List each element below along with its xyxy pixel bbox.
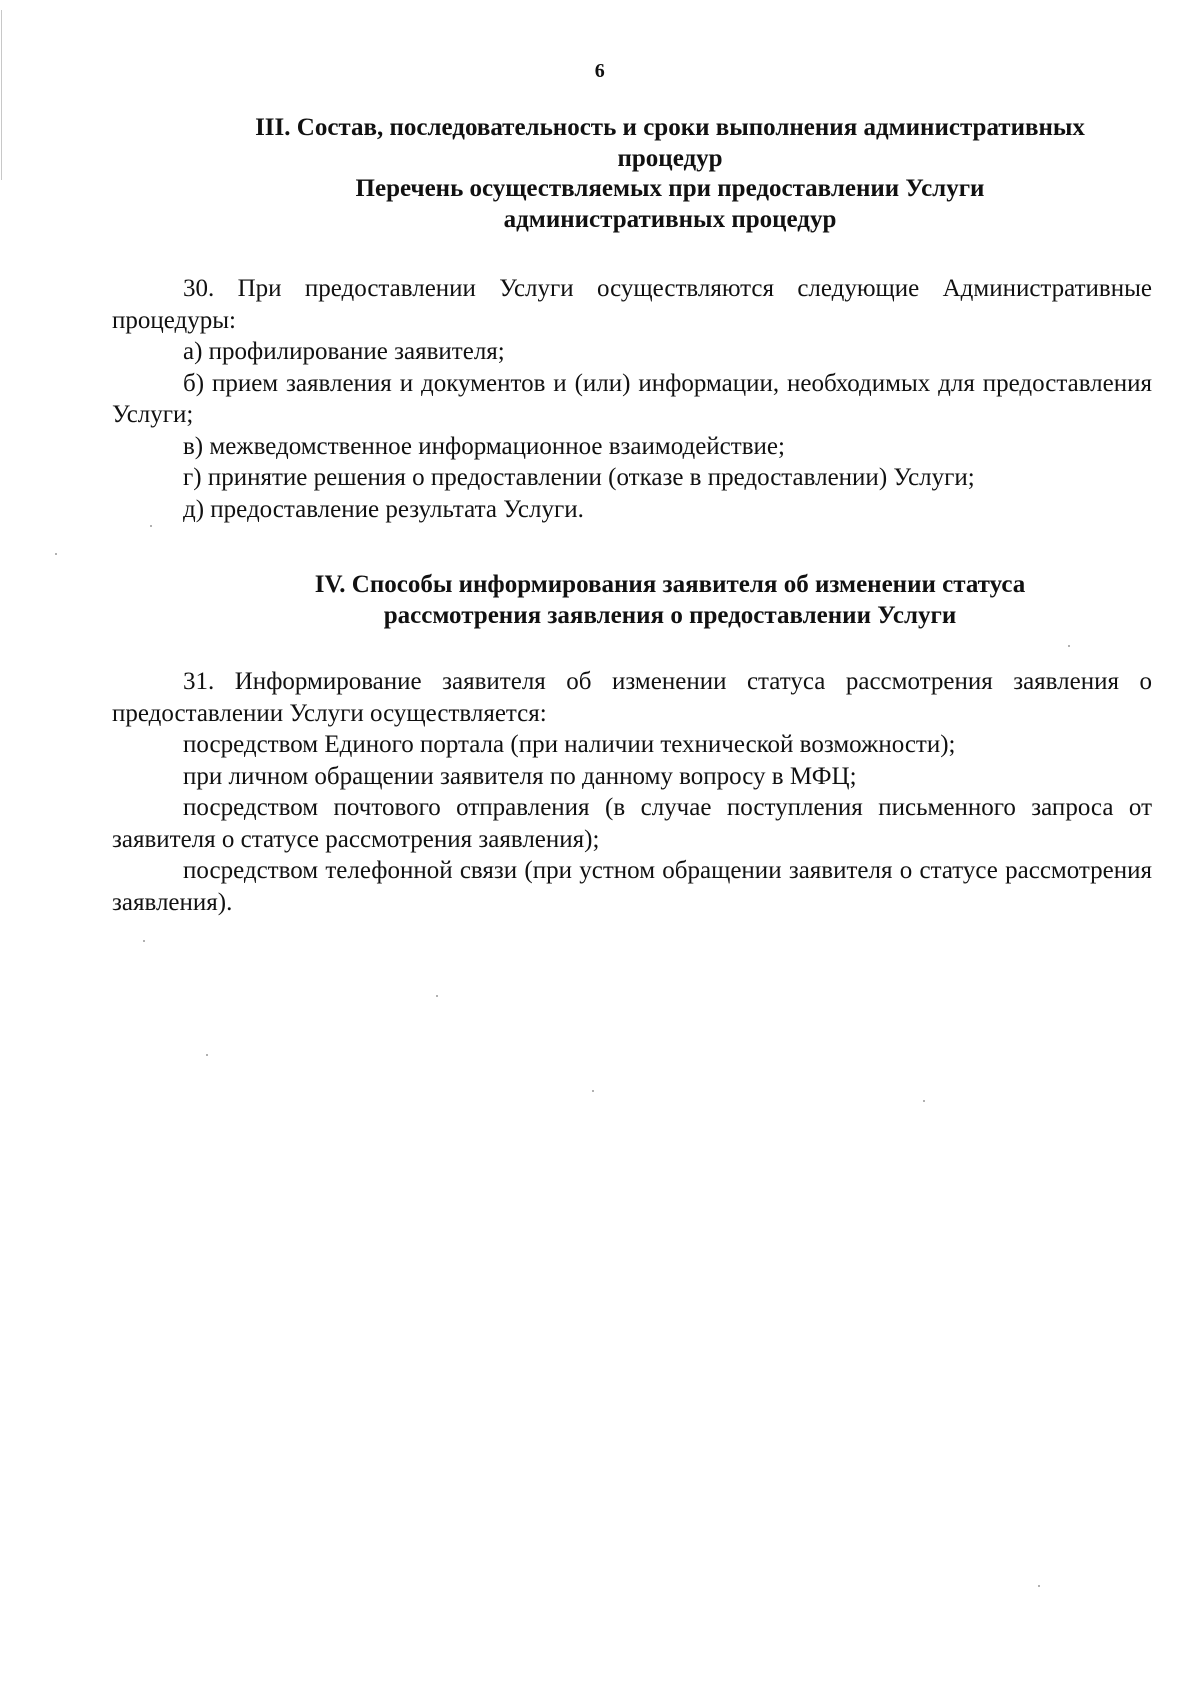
section-4-heading (180, 569, 1160, 631)
scan-speck (1038, 1585, 1040, 1587)
section-3-heading (180, 112, 1160, 174)
scan-speck (592, 1090, 594, 1092)
section-3-heading-line-1: III. Состав, последовательность и сроки выполнения административных (255, 114, 1085, 141)
scan-speck (143, 940, 145, 942)
list-item: посредством почтового отправления (в случае поступления письменного запроса от заявителя о статусе рассмотрения заявления); (112, 794, 1152, 853)
scan-speck (55, 553, 57, 555)
section-3-body (112, 273, 1152, 525)
section-4-heading-line-1: IV. Способы информирования заявителя об изменении статуса (314, 571, 1026, 598)
page-number: 6 (594, 60, 606, 82)
list-item: б) прием заявления и документов и (или) информации, необходимых для предоставления Услуги; (112, 369, 1152, 428)
section-3-subheading (180, 173, 1160, 235)
list-item: а) профилирование заявителя; (183, 338, 505, 365)
section-3-heading-line-2: процедур (617, 145, 723, 172)
scan-speck (436, 995, 438, 997)
paragraph-31: 31. Информирование заявителя об изменении статуса рассмотрения заявления о предоставлении Услуги осуществляется: (112, 668, 1152, 727)
scan-speck (206, 1054, 208, 1056)
list-item: посредством Единого портала (при наличии технической возможности); (183, 731, 956, 758)
list-item: д) предоставление результата Услуги. (183, 495, 584, 523)
list-item: при личном обращении заявителя по данному вопросу в МФЦ; (183, 762, 857, 790)
paragraph-30: 30. При предоставлении Услуги осуществляются следующие Административные процедуры: (112, 275, 1152, 334)
list-item: г) принятие решения о предоставлении (отказе в предоставлении) Услуги; (183, 464, 975, 491)
list-item: посредством телефонной связи (при устном обращении заявителя о статусе рассмотрения заявления). (112, 857, 1152, 916)
section-4-heading-line-2: рассмотрения заявления о предоставлении Услуги (383, 602, 957, 629)
section-3-subheading-line-1: Перечень осуществляемых при предоставлении Услуги (355, 175, 985, 202)
scan-speck (923, 1100, 925, 1102)
section-3-subheading-line-2: административных процедур (503, 206, 837, 233)
list-item: в) межведомственное информационное взаимодействие; (183, 432, 785, 460)
scan-edge-mark (1, 10, 2, 180)
scan-speck (1068, 645, 1070, 647)
scan-speck (150, 525, 152, 527)
section-4-body (112, 666, 1152, 918)
